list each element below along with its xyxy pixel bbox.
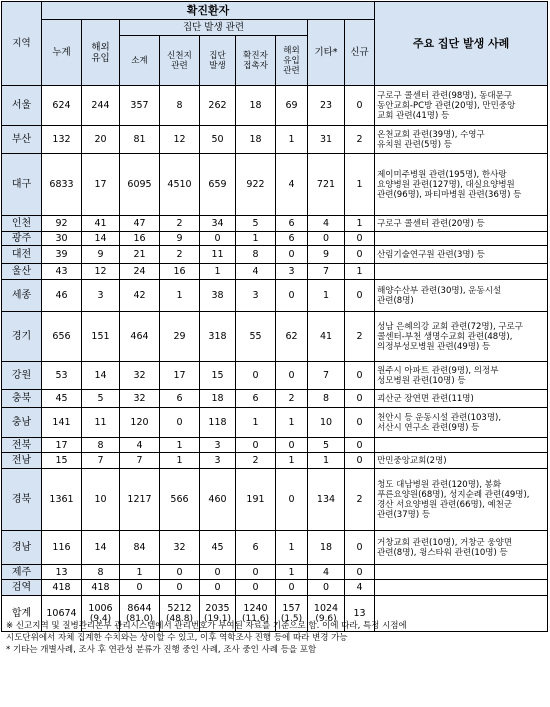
cell-region: 광주 [2,232,42,246]
cell-contact: 8 [236,246,276,264]
cell-new: 2 [345,469,375,531]
cell-overseas-related: 62 [276,312,308,362]
cell-new: 2 [345,126,375,154]
cell-subtotal: 32 [120,362,160,390]
table-row [2,362,548,390]
cell-other: 8 [308,390,345,408]
cell-cases [375,438,548,453]
cell-group: 34 [200,216,236,232]
total-overseas: 1006 (9.4) [82,596,120,632]
cell-contact: 0 [236,362,276,390]
cell-shincheonji: 566 [160,469,200,531]
cell-contact: 1 [236,232,276,246]
cell-group: 659 [200,154,236,216]
cell-contact: 3 [236,280,276,312]
cell-overseas-related: 6 [276,232,308,246]
cell-other: 1 [308,453,345,469]
cell-total: 656 [42,312,82,362]
cell-new: 1 [345,216,375,232]
table-row [2,438,548,453]
cell-group: 118 [200,408,236,438]
cell-total: 15 [42,453,82,469]
cell-total: 46 [42,280,82,312]
cell-new: 2 [345,312,375,362]
cell-shincheonji: 0 [160,408,200,438]
cell-overseas-related: 0 [276,246,308,264]
cell-region: 울산 [2,264,42,280]
cell-shincheonji: 8 [160,86,200,126]
header-contact: 확진자 접촉자 [236,36,276,86]
cell-subtotal: 7 [120,453,160,469]
cell-shincheonji: 9 [160,232,200,246]
region-case-table [1,1,548,632]
header-cases: 주요 집단 발생 사례 [375,2,548,86]
table-row [2,154,548,216]
cell-overseas: 244 [82,86,120,126]
cell-other: 4 [308,216,345,232]
total-count: 10674 [42,596,82,632]
cell-other: 10 [308,408,345,438]
cell-group: 45 [200,531,236,565]
cell-group: 318 [200,312,236,362]
cell-cases: 천안시 등 운동시설 관련(103명), 서산시 연구소 관련(9명) 등 [375,408,548,438]
cell-new: 0 [345,232,375,246]
cell-new: 0 [345,438,375,453]
header-shincheonji: 신천지 관련 [160,36,200,86]
cell-other: 23 [308,86,345,126]
cell-shincheonji: 0 [160,580,200,596]
cell-new: 4 [345,580,375,596]
cell-region: 전북 [2,438,42,453]
total-overseas-related: 157 (1.5) [276,596,308,632]
cell-overseas: 418 [82,580,120,596]
cell-cases [375,264,548,280]
cell-contact: 18 [236,86,276,126]
cell-region: 충북 [2,390,42,408]
table-row [2,86,548,126]
cell-other: 5 [308,438,345,453]
header-total: 누계 [42,20,82,86]
total-new: 13 [345,596,375,632]
cell-region: 대전 [2,246,42,264]
cell-overseas: 8 [82,565,120,580]
cell-overseas: 14 [82,531,120,565]
cell-other: 7 [308,264,345,280]
cell-contact: 6 [236,390,276,408]
cell-overseas: 41 [82,216,120,232]
cell-overseas-related: 1 [276,565,308,580]
cell-shincheonji: 1 [160,438,200,453]
cell-overseas: 151 [82,312,120,362]
cell-new: 1 [345,264,375,280]
cell-overseas-related: 1 [276,126,308,154]
header-group: 집단 발생 [200,36,236,86]
cell-total: 43 [42,264,82,280]
cell-group: 460 [200,469,236,531]
cell-cases: 성남 은혜의강 교회 관련(72명), 구로구 콜센터-부천 생명수교회 관련(48명), 의정부성모병원 관련(49명) 등 [375,312,548,362]
cell-region: 검역 [2,580,42,596]
cell-overseas-related: 0 [276,580,308,596]
cell-cases [375,565,548,580]
cell-region: 충남 [2,408,42,438]
cell-region: 서울 [2,86,42,126]
total-group: 2035 (19.1) [200,596,236,632]
cell-region: 대구 [2,154,42,216]
cell-other: 9 [308,246,345,264]
cell-contact: 0 [236,438,276,453]
cell-group: 50 [200,126,236,154]
cell-other: 134 [308,469,345,531]
cell-contact: 5 [236,216,276,232]
cell-subtotal: 357 [120,86,160,126]
cell-cases: 구로구 콜센터 관련(98명), 동대문구 동안교회-PC방 관련(20명), 만민중앙 교회 관련(41명) 등 [375,86,548,126]
cell-group: 3 [200,438,236,453]
cell-overseas: 5 [82,390,120,408]
cell-subtotal: 47 [120,216,160,232]
cell-overseas-related: 1 [276,531,308,565]
cell-overseas: 10 [82,469,120,531]
header-new: 신규 [345,20,375,86]
table-row [2,469,548,531]
cell-subtotal: 6095 [120,154,160,216]
cell-overseas-related: 0 [276,469,308,531]
cell-new: 0 [345,390,375,408]
cell-new: 0 [345,531,375,565]
cell-subtotal: 81 [120,126,160,154]
cell-shincheonji: 6 [160,390,200,408]
cell-contact: 4 [236,264,276,280]
cell-region: 경남 [2,531,42,565]
cell-subtotal: 464 [120,312,160,362]
cell-overseas: 20 [82,126,120,154]
total-other: 1024 (9.6) [308,596,345,632]
cell-new: 0 [345,246,375,264]
cell-subtotal: 24 [120,264,160,280]
cell-shincheonji: 29 [160,312,200,362]
cell-overseas: 14 [82,362,120,390]
cell-subtotal: 32 [120,390,160,408]
table-row [2,565,548,580]
table-row [2,280,548,312]
table-row [2,246,548,264]
cell-new: 0 [345,362,375,390]
cell-contact: 1 [236,408,276,438]
cell-cases: 괴산군 장연면 관련(11명) [375,390,548,408]
cell-cases: 청도 대남병원 관련(120명), 봉화 푸른요양원(68명), 성지순례 관련(49명), 경산 서요양병원 관련(66명), 예천군 관련(37명) 등 [375,469,548,531]
cell-overseas: 12 [82,264,120,280]
cell-region: 제주 [2,565,42,580]
cell-shincheonji: 12 [160,126,200,154]
table-row [2,126,548,154]
cell-overseas: 11 [82,408,120,438]
cell-shincheonji: 4510 [160,154,200,216]
header-other: 기타* [308,20,345,86]
footnotes [6,620,546,656]
cell-overseas-related: 0 [276,280,308,312]
cell-overseas: 9 [82,246,120,264]
cell-total: 45 [42,390,82,408]
cell-group: 18 [200,390,236,408]
cell-region: 경북 [2,469,42,531]
cell-total: 1361 [42,469,82,531]
cell-group: 0 [200,580,236,596]
header-subtotal: 소계 [120,36,160,86]
total-label: 합계 [2,596,42,632]
cell-contact: 0 [236,565,276,580]
cell-contact: 18 [236,126,276,154]
cell-contact: 6 [236,531,276,565]
cell-subtotal: 120 [120,408,160,438]
cell-new: 0 [345,408,375,438]
cell-cases: 원주시 아파트 관련(9명), 의정부 성모병원 관련(10명) 등 [375,362,548,390]
cell-shincheonji: 16 [160,264,200,280]
header-region: 지역 [2,2,42,86]
table-row [2,531,548,565]
cell-shincheonji: 1 [160,280,200,312]
cell-cases: 해양수산부 관련(30명), 운동시설 관련(8명) [375,280,548,312]
cell-overseas-related: 1 [276,408,308,438]
cell-group: 0 [200,565,236,580]
cell-total: 132 [42,126,82,154]
cell-other: 7 [308,362,345,390]
header-cluster: 집단 발생 관련 [120,20,308,36]
cell-contact: 2 [236,453,276,469]
cell-other: 1 [308,280,345,312]
cell-group: 38 [200,280,236,312]
header-overseas-related: 해외 유입 관련 [276,36,308,86]
cell-overseas-related: 6 [276,216,308,232]
cell-group: 15 [200,362,236,390]
cell-total: 418 [42,580,82,596]
cell-new: 1 [345,154,375,216]
cell-contact: 0 [236,580,276,596]
cell-overseas-related: 4 [276,154,308,216]
cell-cases: 산림기술연구원 관련(3명) 등 [375,246,548,264]
cell-total: 53 [42,362,82,390]
cell-contact: 191 [236,469,276,531]
cell-other: 18 [308,531,345,565]
cell-shincheonji: 0 [160,565,200,580]
cell-group: 262 [200,86,236,126]
cell-cases: 온천교회 관련(39명), 수영구 유치원 관련(5명) 등 [375,126,548,154]
cell-region: 강원 [2,362,42,390]
cell-overseas-related: 0 [276,438,308,453]
cell-subtotal: 42 [120,280,160,312]
cell-total: 624 [42,86,82,126]
cell-total: 17 [42,438,82,453]
cell-overseas: 3 [82,280,120,312]
cell-region: 전남 [2,453,42,469]
header-confirmed: 확진환자 [42,2,375,20]
cell-overseas: 8 [82,438,120,453]
cell-subtotal: 21 [120,246,160,264]
cell-total: 6833 [42,154,82,216]
cell-overseas-related: 1 [276,453,308,469]
cell-shincheonji: 17 [160,362,200,390]
total-shincheonji: 5212 (48.8) [160,596,200,632]
cell-overseas: 17 [82,154,120,216]
cell-overseas-related: 69 [276,86,308,126]
table-row [2,312,548,362]
footnote: ※ 신고지역 및 질병관리본부 관리시스템에서 관리번호가 부여된 자료를 기준으로 함. 이에 따라, 특정 시점에 시도단위에서 자체 집계한 수치와는 상이할 수 있고, 이후 역학조사 진행 등에 따라 변경 가능 [6,621,407,643]
cell-total: 39 [42,246,82,264]
total-subtotal: 8644 (81.0) [120,596,160,632]
cell-overseas-related: 3 [276,264,308,280]
cell-total: 13 [42,565,82,580]
cell-cases [375,232,548,246]
cell-contact: 55 [236,312,276,362]
cell-subtotal: 1217 [120,469,160,531]
cell-other: 721 [308,154,345,216]
cell-other: 41 [308,312,345,362]
cell-subtotal: 4 [120,438,160,453]
table-row [2,232,548,246]
cell-cases: 구로구 콜센터 관련(20명) 등 [375,216,548,232]
table-row [2,390,548,408]
cell-subtotal: 0 [120,580,160,596]
cell-new: 0 [345,453,375,469]
cell-region: 세종 [2,280,42,312]
cell-other: 4 [308,565,345,580]
cell-shincheonji: 1 [160,453,200,469]
table-row [2,580,548,596]
total-contact: 1240 (11.6) [236,596,276,632]
cell-group: 3 [200,453,236,469]
cell-subtotal: 16 [120,232,160,246]
cell-total: 92 [42,216,82,232]
cell-shincheonji: 2 [160,216,200,232]
cell-region: 인천 [2,216,42,232]
cell-other: 31 [308,126,345,154]
cell-contact: 922 [236,154,276,216]
cell-new: 0 [345,280,375,312]
cell-overseas: 14 [82,232,120,246]
cell-total: 116 [42,531,82,565]
cell-total: 141 [42,408,82,438]
cell-region: 경기 [2,312,42,362]
cell-overseas-related: 0 [276,362,308,390]
table-row [2,264,548,280]
footnote: * 기타는 개별사례, 조사 후 연관성 분류가 진행 중인 사례, 조사 중인 사례 등을 포함 [6,645,317,655]
cell-group: 0 [200,232,236,246]
cell-new: 0 [345,565,375,580]
cell-shincheonji: 32 [160,531,200,565]
cell-cases [375,580,548,596]
cell-overseas: 7 [82,453,120,469]
cell-cases: 제이미주병원 관련(195명), 한사랑 요양병원 관련(127명), 대실요양병원 관련(96명), 파티마병원 관련(36명) 등 [375,154,548,216]
cell-region: 부산 [2,126,42,154]
cell-other: 0 [308,580,345,596]
cell-new: 0 [345,86,375,126]
cell-cases: 거창교회 관련(10명), 거창군 웅양면 관련(8명), 윙스타워 관련(10명) 등 [375,531,548,565]
table-row [2,216,548,232]
table-row [2,408,548,438]
table-row [2,453,548,469]
cell-group: 11 [200,246,236,264]
cell-subtotal: 1 [120,565,160,580]
cell-other: 0 [308,232,345,246]
header-overseas: 해외 유입 [82,20,120,86]
cell-total: 30 [42,232,82,246]
cell-cases: 만민중앙교회(2명) [375,453,548,469]
cell-group: 1 [200,264,236,280]
cell-subtotal: 84 [120,531,160,565]
cell-overseas-related: 2 [276,390,308,408]
cell-shincheonji: 2 [160,246,200,264]
